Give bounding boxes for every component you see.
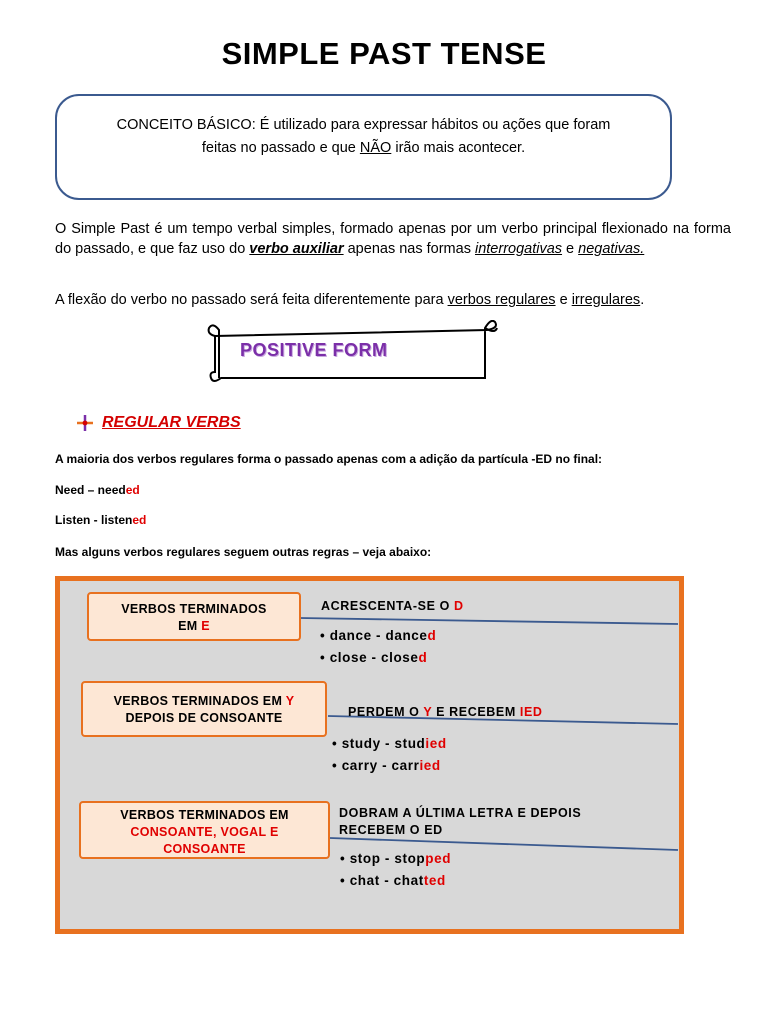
rule-1-heading: ACRESCENTA-SE O D	[321, 599, 464, 613]
rule-2-heading: PERDEM O Y E RECEBEM IED	[348, 705, 543, 719]
star-bullet-icon	[76, 414, 94, 432]
list-item: • dance - danced	[320, 628, 437, 643]
concept-emphasis: NÃO	[359, 140, 392, 156]
concept-box	[55, 94, 672, 200]
rule-1-examples	[320, 625, 436, 669]
regular-verbs-heading: REGULAR VERBS	[102, 414, 241, 431]
rule-2-examples	[332, 733, 447, 777]
other-rules-text: Mas alguns verbos regulares seguem outras regras – veja abaixo:	[55, 545, 432, 559]
negative-link[interactable]: negativas.	[578, 241, 645, 257]
rule-3-examples	[340, 848, 451, 892]
positive-form-banner: POSITIVE FORM	[240, 340, 388, 360]
concept-line-2: feitas no passado e que NÃO irão mais acontecer.	[201, 140, 526, 156]
concept-label: CONCEITO BÁSICO	[116, 117, 252, 133]
irregular-verbs-link[interactable]: irregulares	[571, 292, 641, 308]
list-item: • study - studied	[332, 736, 447, 751]
regular-rule-text: A maioria dos verbos regulares forma o passado apenas com a adição da partícula -ED no final:	[55, 452, 603, 466]
example-need: Need – needed	[55, 483, 140, 497]
intro-paragraph-1: O Simple Past é um tempo verbal simples, formado apenas por um verbo principal flexionado na forma do passado, e que faz uso do verbo auxiliar apenas nas formas interrogativas e negativas.	[55, 221, 731, 257]
list-item: • stop - stopped	[340, 851, 452, 866]
regular-verbs-link[interactable]: verbos regulares	[447, 292, 556, 308]
rule-3-heading: DOBRAM A ÚLTIMA LETRA E DEPOIS RECEBEM O ED	[339, 806, 582, 837]
rule-box-2: VERBOS TERMINADOS EM Y DEPOIS DE CONSOANTE	[81, 681, 327, 737]
list-item: • chat - chatted	[340, 873, 446, 888]
interrogative-link[interactable]: interrogativas	[474, 241, 563, 257]
page-title: SIMPLE PAST TENSE	[221, 36, 547, 71]
example-listen: Listen - listened	[55, 513, 147, 527]
rule-box-3: VERBOS TERMINADOS EM CONSOANTE, VOGAL E CONSOANTE	[79, 801, 330, 859]
concept-line-1: CONCEITO BÁSICO: É utilizado para expressar hábitos ou ações que foram	[116, 117, 611, 133]
intro-paragraph-2: A flexão do verbo no passado será feita diferentemente para verbos regulares e irregulares.	[55, 292, 645, 308]
rule-box-1: VERBOS TERMINADOS EM E	[87, 592, 301, 641]
list-item: • close - closed	[320, 650, 428, 665]
list-item: • carry - carried	[332, 758, 441, 773]
auxiliary-verb-link[interactable]: verbo auxiliar	[249, 241, 344, 257]
